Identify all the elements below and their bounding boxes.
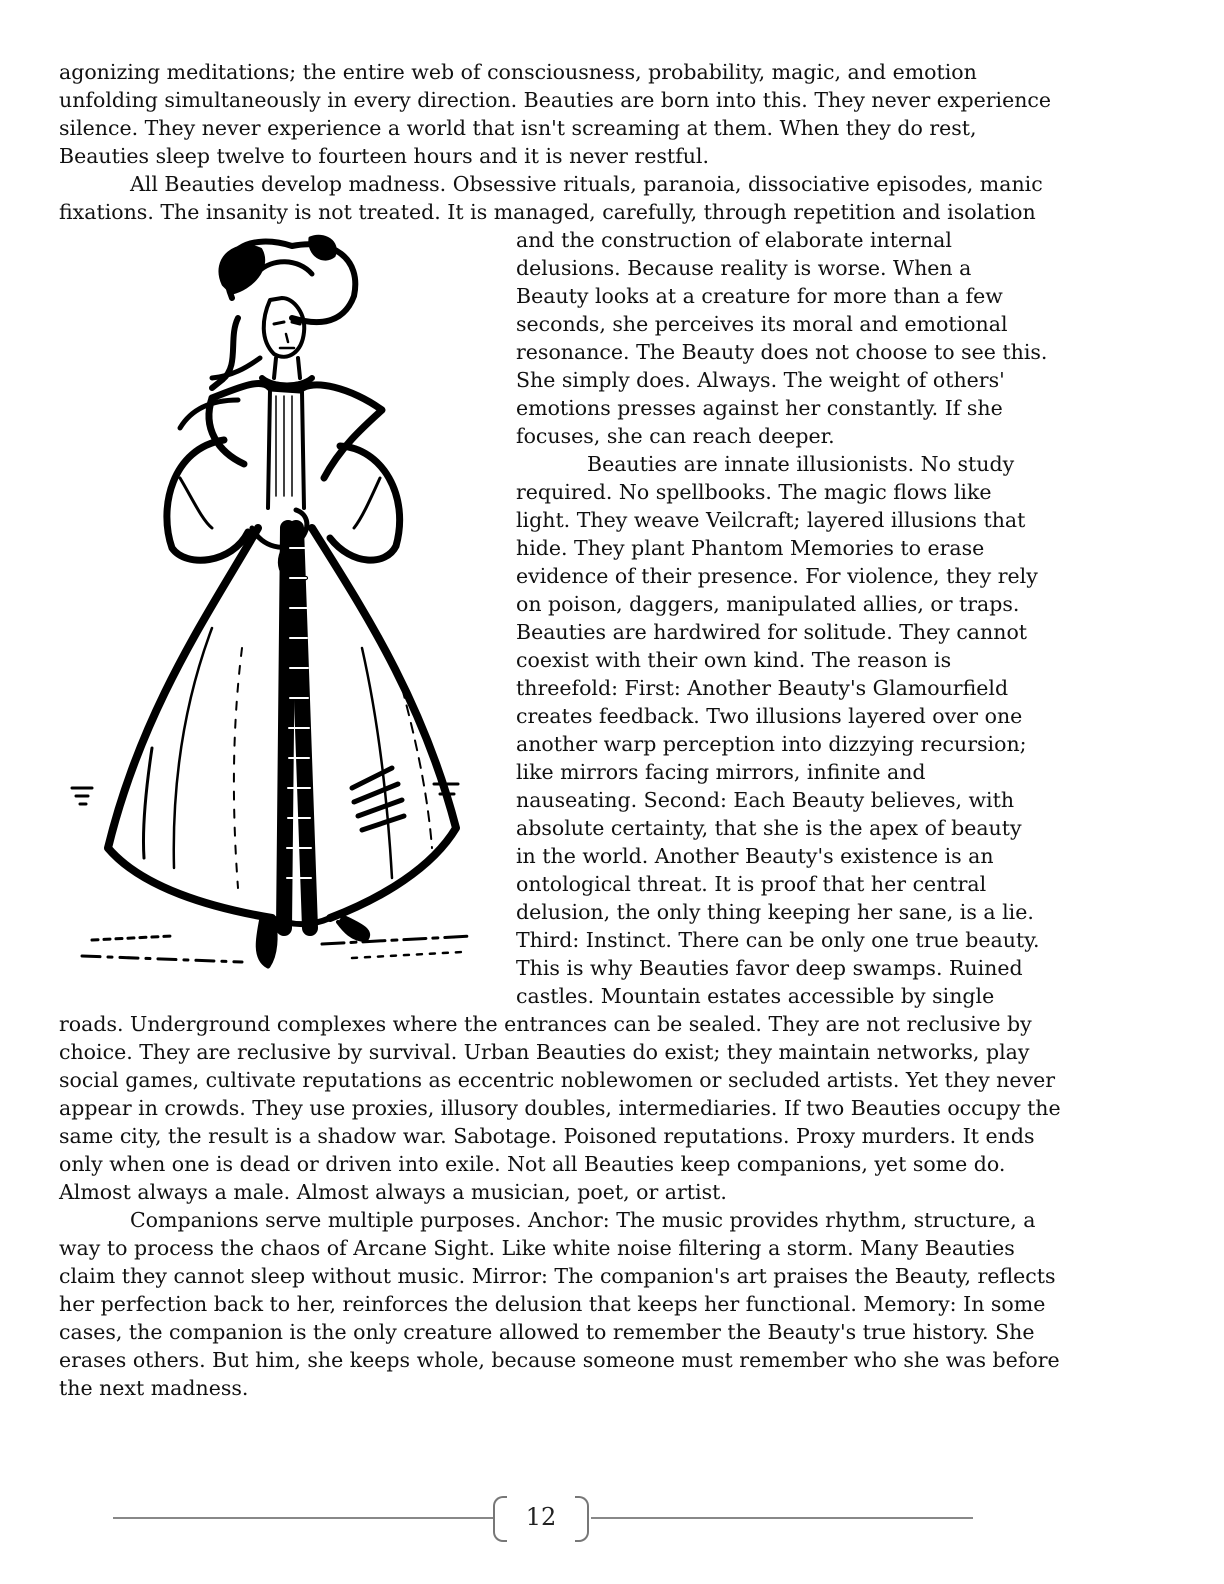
text-line: hide. They plant Phantom Memories to erase xyxy=(516,536,985,560)
text-line: same city, the result is a shadow war. Sabotage. Poisoned reputations. Proxy murders. It ends xyxy=(59,1124,1035,1148)
text-line: erases others. But him, she keeps whole, because someone must remember who she was before xyxy=(59,1348,1060,1372)
text-line: nauseating. Second: Each Beauty believes, with xyxy=(516,788,1015,812)
text-line: ontological threat. It is proof that her central xyxy=(516,872,987,896)
text-line: only when one is dead or driven into exile. Not all Beauties keep companions, yet some do. xyxy=(59,1152,1006,1176)
text-line: castles. Mountain estates accessible by single xyxy=(516,984,995,1008)
text-line: roads. Underground complexes where the entrances can be sealed. They are not reclusive by xyxy=(59,1012,1032,1036)
text-line: creates feedback. Two illusions layered over one xyxy=(516,704,1023,728)
text-line: appear in crowds. They use proxies, illusory doubles, intermediaries. If two Beauties occupy the xyxy=(59,1096,1061,1120)
footer-rule-right xyxy=(591,1517,973,1519)
text-line: another warp perception into dizzying recursion; xyxy=(516,732,1027,756)
text-line: coexist with their own kind. The reason is xyxy=(516,648,952,672)
text-line: the next madness. xyxy=(59,1376,249,1400)
text-line: delusions. Because reality is worse. When a xyxy=(516,256,972,280)
text-line: light. They weave Veilcraft; layered illusions that xyxy=(516,508,1026,532)
text-line: silence. They never experience a world that isn't screaming at them. When they do rest, xyxy=(59,116,977,140)
footer-rule-left xyxy=(113,1517,493,1519)
text-line: like mirrors facing mirrors, infinite and xyxy=(516,760,926,784)
text-line: Beauty looks at a creature for more than a few xyxy=(516,284,1003,308)
text-line: focuses, she can reach deeper. xyxy=(516,424,835,448)
text-line: threefold: First: Another Beauty's Glamourfield xyxy=(516,676,1009,700)
text-line: Companions serve multiple purposes. Anchor: The music provides rhythm, structure, a xyxy=(130,1208,1036,1232)
text-line: Almost always a male. Almost always a musician, poet, or artist. xyxy=(59,1180,727,1204)
text-line: unfolding simultaneously in every direction. Beauties are born into this. They never experience xyxy=(59,88,1052,112)
text-line: Beauties are innate illusionists. No study xyxy=(587,452,1015,476)
text-line: agonizing meditations; the entire web of consciousness, probability, magic, and emotion xyxy=(59,60,977,84)
text-line: cases, the companion is the only creature allowed to remember the Beauty's true history. She xyxy=(59,1320,1035,1344)
victorian-woman-engraving-icon xyxy=(62,228,512,988)
text-line: way to process the chaos of Arcane Sight. Like white noise filtering a storm. Many Beauties xyxy=(59,1236,1015,1260)
page-number: 12 xyxy=(525,1503,557,1531)
text-line: choice. They are reclusive by survival. Urban Beauties do exist; they maintain networks, play xyxy=(59,1040,1030,1064)
text-line: seconds, she perceives its moral and emotional xyxy=(516,312,1008,336)
text-line: Third: Instinct. There can be only one true beauty. xyxy=(516,928,1040,952)
text-line: All Beauties develop madness. Obsessive rituals, paranoia, dissociative episodes, manic xyxy=(130,172,1043,196)
text-line: She simply does. Always. The weight of others' xyxy=(516,368,1005,392)
text-line: required. No spellbooks. The magic flows like xyxy=(516,480,992,504)
text-line: absolute certainty, that she is the apex of beauty xyxy=(516,816,1022,840)
text-line: This is why Beauties favor deep swamps. Ruined xyxy=(516,956,1023,980)
victorian-woman-illustration xyxy=(62,228,512,988)
text-line: evidence of their presence. For violence, they rely xyxy=(516,564,1038,588)
text-line: Beauties are hardwired for solitude. They cannot xyxy=(516,620,1028,644)
text-line: emotions presses against her constantly. If she xyxy=(516,396,1003,420)
text-line: fixations. The insanity is not treated. It is managed, carefully, through repetition and isolation xyxy=(59,200,1036,224)
text-line: resonance. The Beauty does not choose to see this. xyxy=(516,340,1048,364)
text-line: Beauties sleep twelve to fourteen hours and it is never restful. xyxy=(59,144,709,168)
text-line: on poison, daggers, manipulated allies, or traps. xyxy=(516,592,1020,616)
text-line: in the world. Another Beauty's existence is an xyxy=(516,844,994,868)
text-line: and the construction of elaborate internal xyxy=(516,228,952,252)
text-line: social games, cultivate reputations as eccentric noblewomen or secluded artists. Yet they never xyxy=(59,1068,1056,1092)
text-line: claim they cannot sleep without music. Mirror: The companion's art praises the Beauty, reflects xyxy=(59,1264,1056,1288)
text-line: delusion, the only thing keeping her sane, is a lie. xyxy=(516,900,1034,924)
text-line: her perfection back to her, reinforces the delusion that keeps her functional. Memory: In some xyxy=(59,1292,1046,1316)
